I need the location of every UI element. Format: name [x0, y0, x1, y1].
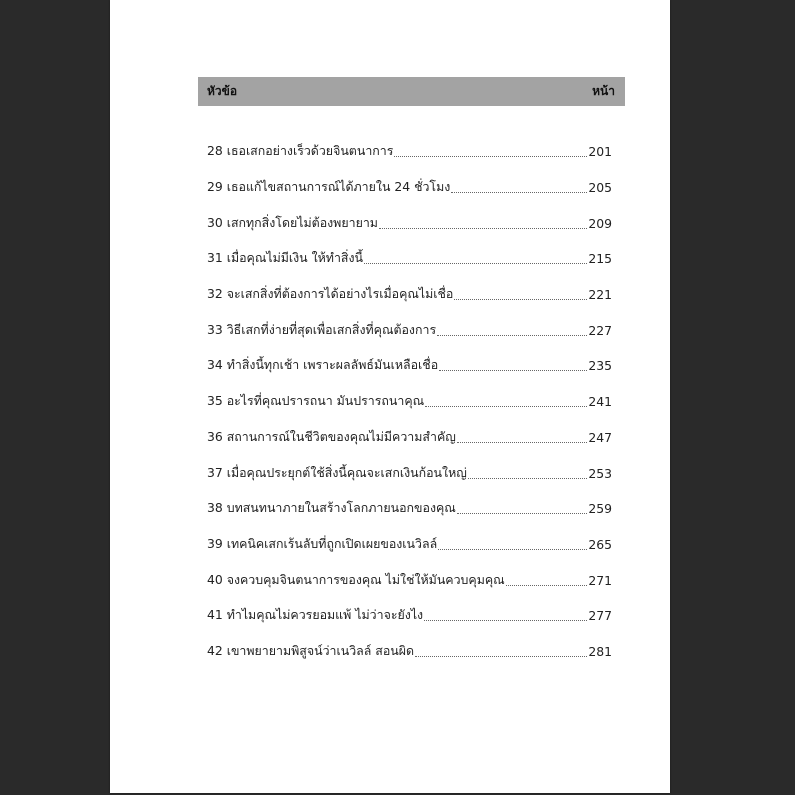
- toc-entry-page: 281: [588, 643, 612, 659]
- toc-dot-leader: [457, 442, 588, 443]
- toc-entry-title: 29 เธอแก้ไขสถานการณ์ได้ภายใน 24 ชั่วโมง: [207, 179, 451, 195]
- toc-entry-title: 42 เขาพยายามพิสูจน์ว่าเนวิลล์ สอนผิด: [207, 642, 415, 658]
- toc-entry-title: 31 เมื่อคุณไม่มีเงิน ให้ทำสิ่งนี้: [207, 250, 364, 266]
- toc-entry-page: 201: [588, 144, 612, 160]
- toc-entry[interactable]: [207, 277, 612, 313]
- toc-entry[interactable]: [207, 634, 612, 670]
- toc-entry[interactable]: [207, 491, 612, 527]
- toc-entry-title: 33 วิธีเสกที่ง่ายที่สุดเพื่อเสกสิ่งที่คุณต้องการ: [207, 321, 437, 337]
- toc-entry-title: 28 เธอเสกอย่างเร็วด้วยจินตนาการ: [207, 143, 394, 159]
- toc-entry-page: 277: [588, 608, 612, 624]
- toc-topic-header: หัวข้อ: [207, 84, 238, 98]
- toc-entry-page: 259: [588, 501, 612, 517]
- toc-entry-page: 221: [588, 287, 612, 303]
- toc-page-header: หน้า: [592, 84, 615, 98]
- toc-entry-page: 227: [588, 322, 612, 338]
- toc-dot-leader: [451, 192, 587, 193]
- toc-entry-title: 30 เสกทุกสิ่งโดยไม่ต้องพยายาม: [207, 214, 378, 230]
- toc-dot-leader: [439, 370, 587, 371]
- toc-dot-leader: [506, 585, 588, 586]
- toc-entry-page: 215: [588, 251, 612, 267]
- toc-dot-leader: [457, 513, 588, 514]
- toc-entry-title: 32 จะเสกสิ่งที่ต้องการได้อย่างไรเมื่อคุณไม่เชื่อ: [207, 286, 454, 302]
- toc-dot-leader: [415, 656, 587, 657]
- toc-entry[interactable]: [207, 241, 612, 277]
- toc-entry[interactable]: [207, 527, 612, 563]
- toc-entry[interactable]: [207, 134, 612, 170]
- toc-entry-title: 34 ทำสิ่งนี้ทุกเช้า เพราะผลลัพธ์มันเหลือเชื่อ: [207, 357, 439, 373]
- toc-dot-leader: [425, 406, 587, 407]
- toc-dot-leader: [468, 478, 588, 479]
- toc-entry[interactable]: [207, 455, 612, 491]
- toc-entry-title: 35 อะไรที่คุณปรารถนา มันปรารถนาคุณ: [207, 393, 425, 409]
- toc-entry-title: 40 จงควบคุมจินตนาการของคุณ ไม่ใช่ให้มันควบคุมคุณ: [207, 571, 505, 587]
- toc-entry[interactable]: [207, 348, 612, 384]
- toc-entry-page: 235: [588, 358, 612, 374]
- toc-list: [207, 134, 612, 669]
- toc-entry[interactable]: [207, 598, 612, 634]
- toc-dot-leader: [394, 156, 587, 157]
- toc-entry-page: 253: [588, 465, 612, 481]
- toc-dot-leader: [364, 263, 587, 264]
- toc-entry-page: 241: [588, 394, 612, 410]
- toc-entry[interactable]: [207, 384, 612, 420]
- toc-entry-page: 271: [588, 572, 612, 588]
- toc-dot-leader: [454, 299, 587, 300]
- toc-header-bar: [198, 77, 625, 106]
- toc-entry-title: 39 เทคนิคเสกเร้นลับที่ถูกเปิดเผยของเนวิลล์: [207, 535, 438, 551]
- toc-dot-leader: [437, 335, 587, 336]
- toc-entry-page: 247: [588, 429, 612, 445]
- toc-entry[interactable]: [207, 170, 612, 206]
- toc-entry-title: 37 เมื่อคุณประยุกต์ใช้สิ่งนี้คุณจะเสกเงินก้อนใหญ่: [207, 464, 467, 480]
- toc-entry-page: 265: [588, 536, 612, 552]
- toc-entry[interactable]: [207, 420, 612, 456]
- toc-entry[interactable]: [207, 562, 612, 598]
- toc-entry-page: 209: [588, 215, 612, 231]
- toc-entry-page: 205: [588, 180, 612, 196]
- toc-entry-title: 41 ทำไมคุณไม่ควรยอมแพ้ ไม่ว่าจะยังไง: [207, 607, 424, 623]
- document-page: [110, 0, 670, 793]
- toc-entry[interactable]: [207, 312, 612, 348]
- toc-dot-leader: [424, 620, 587, 621]
- toc-entry[interactable]: [207, 205, 612, 241]
- toc-entry-title: 36 สถานการณ์ในชีวิตของคุณไม่มีความสำคัญ: [207, 428, 456, 444]
- toc-dot-leader: [438, 549, 587, 550]
- toc-entry-title: 38 บทสนทนาภายในสร้างโลกภายนอกของคุณ: [207, 500, 456, 516]
- toc-dot-leader: [379, 228, 587, 229]
